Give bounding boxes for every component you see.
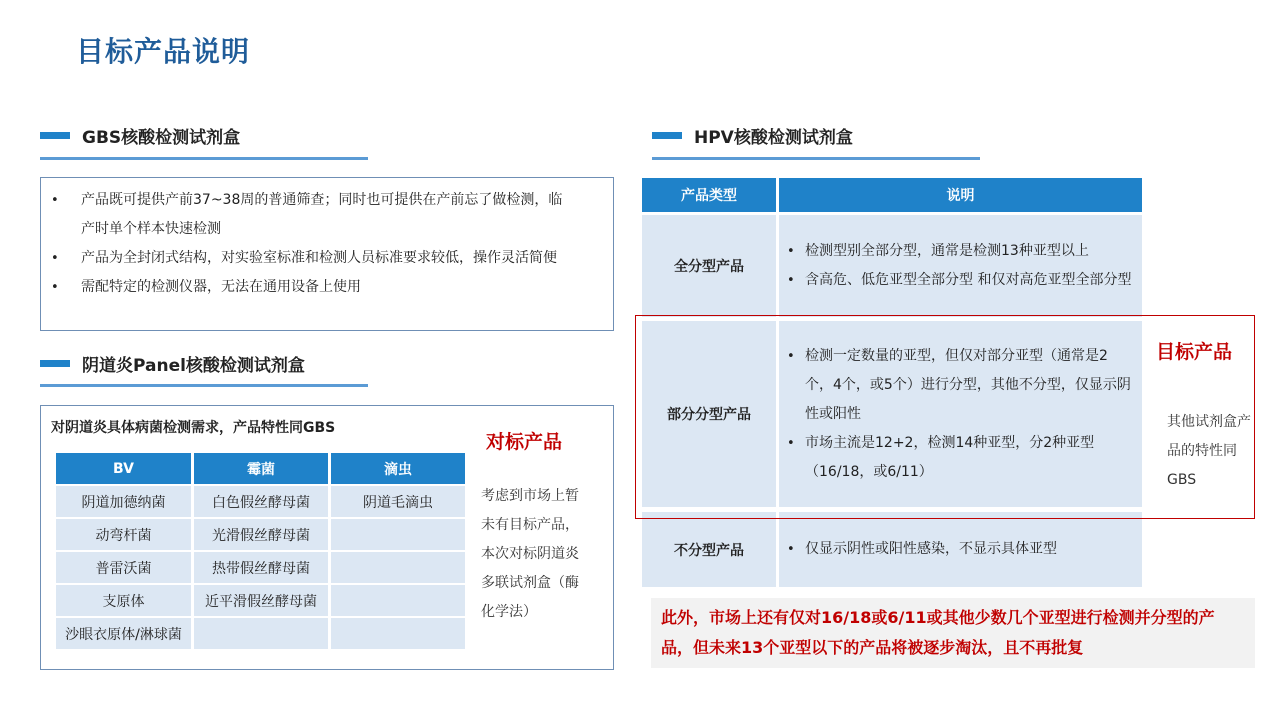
market-footnote: 此外，市场上还有仅对16/18或6/11或其他少数几个亚型进行检测并分型的产品，但未来13个亚型以下的产品将被逐步淘汰，且不再批复 — [651, 598, 1255, 668]
panel-table-cell: 沙眼衣原体/淋球菌 — [56, 618, 191, 649]
panel-intro: 对阴道炎具体病菌检测需求，产品特性同GBS — [51, 420, 336, 436]
panel-table-cell: 动弯杆菌 — [56, 519, 191, 550]
hpv-table-header: 说明 — [779, 178, 1142, 212]
section-marker — [40, 132, 70, 139]
hpv-type-cell: 全分型产品 — [642, 215, 776, 317]
gbs-bullet: • 产品既可提供产前37~38周的普通筛查；同时也可提供在产前忘了做检测，临产时单个样本快速检测 — [41, 186, 571, 244]
panel-table-cell: 普雷沃菌 — [56, 552, 191, 583]
panel-table-cell — [331, 618, 465, 649]
gbs-bullet: • 需配特定的检测仪器，无法在通用设备上使用 — [41, 273, 571, 302]
panel-table-cell — [331, 552, 465, 583]
hpv-point: • 含高危、低危亚型全部分型 和仅对高危亚型全部分型 — [779, 266, 1131, 295]
section-marker — [40, 360, 70, 367]
panel-table-cell: 热带假丝酵母菌 — [194, 552, 328, 583]
benchmark-label: 对标产品 — [486, 431, 563, 453]
hpv-heading: HPV核酸检测试剂盒 — [694, 128, 853, 148]
panel-table-cell: 近平滑假丝酵母菌 — [194, 585, 328, 616]
gbs-bullet: • 产品为全封闭式结构，对实验室标准和检测人员标准要求较低，操作灵活简便 — [41, 244, 571, 273]
hpv-table-header: 产品类型 — [642, 178, 776, 212]
target-note: 其他试剂盒产品的特性同GBS — [1167, 414, 1251, 488]
hpv-desc-cell — [779, 512, 1142, 587]
panel-table-header: 滴虫 — [331, 453, 465, 484]
section-underline — [40, 157, 368, 160]
panel-table-cell: 阴道加德纳菌 — [56, 486, 191, 517]
panel-table-cell: 支原体 — [56, 585, 191, 616]
hpv-type-cell: 不分型产品 — [642, 512, 776, 587]
section-marker — [652, 132, 682, 139]
benchmark-note: 考虑到市场上暂未有目标产品，本次对标阴道炎多联试剂盒（酶化学法） — [481, 488, 579, 620]
gbs-feature-box — [40, 177, 614, 331]
hpv-desc-cell — [779, 215, 1142, 317]
hpv-point: • 仅显示阴性或阳性感染，不显示具体亚型 — [779, 535, 1057, 564]
panel-table-cell — [194, 618, 328, 649]
gbs-heading: GBS核酸检测试剂盒 — [82, 128, 241, 148]
panel-heading: 阴道炎Panel核酸检测试剂盒 — [82, 356, 305, 376]
panel-table-cell: 光滑假丝酵母菌 — [194, 519, 328, 550]
hpv-point: • 检测一定数量的亚型，但仅对部分亚型（通常是2个，4个，或5个）进行分型，其他不分型，仅显示阴性或阳性 — [779, 342, 1134, 429]
page-title: 目标产品说明 — [76, 35, 251, 68]
panel-table-header: BV — [56, 453, 191, 484]
hpv-type-cell: 部分分型产品 — [642, 321, 776, 507]
hpv-point: • 市场主流是12+2，检测14种亚型，分2种亚型（16/18，或6/11） — [779, 429, 1134, 487]
target-label: 目标产品 — [1156, 341, 1233, 363]
hpv-point: • 检测型别全部分型，通常是检测13种亚型以上 — [779, 237, 1131, 266]
panel-table-cell — [331, 585, 465, 616]
panel-table-cell: 阴道毛滴虫 — [331, 486, 465, 517]
panel-table-cell: 白色假丝酵母菌 — [194, 486, 328, 517]
section-underline — [40, 384, 368, 387]
section-underline — [652, 157, 980, 160]
panel-table-header: 霉菌 — [194, 453, 328, 484]
panel-table-cell — [331, 519, 465, 550]
